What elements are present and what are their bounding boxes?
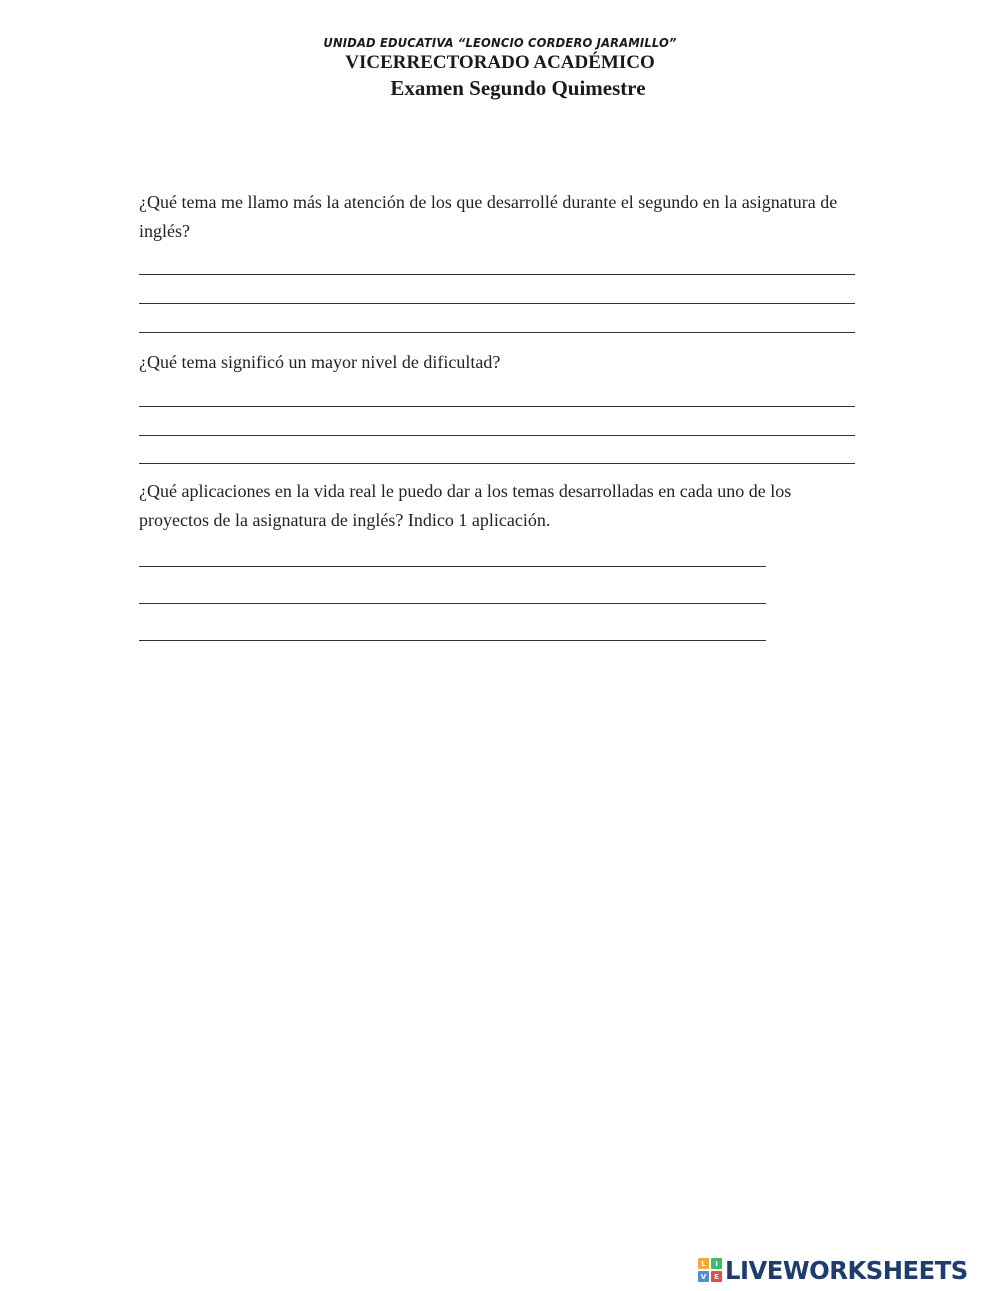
answer-line-q2-3[interactable] [139,463,855,464]
answer-line-q3-2[interactable] [139,603,766,604]
question-1: ¿Qué tema me llamo más la atención de los que desarrollé durante el segundo en la asignatura de inglés? [139,192,838,241]
exam-title: Examen Segundo Quimestre [390,76,646,100]
answer-line-q3-1[interactable] [139,566,766,567]
logo-blocks-icon [698,1258,722,1282]
question-2: ¿Qué tema significó un mayor nivel de dificultad? [139,352,501,372]
liveworksheets-logo [698,1256,975,1284]
answer-line-q1-2[interactable] [139,303,855,304]
answer-line-q2-2[interactable] [139,435,855,436]
answer-line-q1-1[interactable] [139,274,855,275]
answer-line-q1-3[interactable] [139,332,855,333]
document-header [0,34,1000,102]
department-title: VICERRECTORADO ACADÉMICO [345,52,655,73]
answer-line-q2-1[interactable] [139,406,855,407]
logo-text: LIVEWORKSHEETS [725,1255,968,1285]
logo-block-e: E [711,1271,722,1282]
logo-block-l: L [698,1258,709,1269]
logo-block-v: V [698,1271,709,1282]
answer-line-q3-3[interactable] [139,640,766,641]
school-name: UNIDAD EDUCATIVA “LEONCIO CORDERO JARAMILLO” [323,35,677,50]
question-3: ¿Qué aplicaciones en la vida real le puedo dar a los temas desarrolladas en cada uno de los proyectos de la asignatura de inglés? Indico 1 aplicación. [139,481,792,530]
logo-block-i: I [711,1258,722,1269]
